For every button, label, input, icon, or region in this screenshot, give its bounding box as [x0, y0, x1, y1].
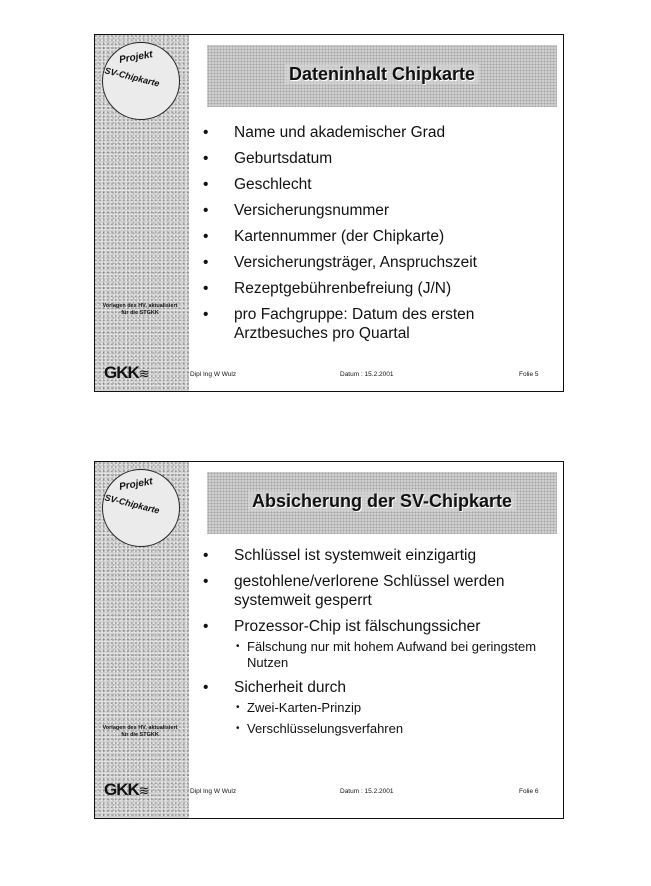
- logo-line-2: SV-Chipkarte: [103, 65, 161, 89]
- title-band: [207, 45, 557, 107]
- logo-line-1: Projekt: [118, 476, 154, 493]
- bullet-text: gestohlene/verlorene Schlüssel werden systemweit gesperrt: [234, 573, 505, 609]
- gkk-logo: [104, 363, 149, 383]
- sub-bullet-list: [234, 700, 553, 737]
- bullet-item: [203, 572, 553, 610]
- bullet-text: Prozessor-Chip ist fälschungssicher: [234, 618, 481, 635]
- gkk-logo-text: GKK: [104, 363, 139, 382]
- footer-author: Dipl Ing W Wulz: [190, 788, 237, 795]
- slide-title-text: Absicherung der SV-Chipkarte: [248, 491, 516, 511]
- footer-page: Folie 5: [519, 371, 539, 378]
- logo-line-2: SV-Chipkarte: [103, 492, 161, 516]
- bullet-item: • Versicherungsnummer: [203, 201, 553, 220]
- bullet-list: [203, 546, 553, 744]
- footer-page: Folie 6: [519, 788, 539, 795]
- bullet-item: • Geschlecht: [203, 175, 553, 194]
- bullet-item: • Name und akademischer Grad: [203, 123, 553, 142]
- footer-date: Datum : 15.2.2001: [340, 788, 394, 795]
- bullet-item: [203, 678, 553, 737]
- slide-dateninhalt: [94, 34, 564, 392]
- sub-bullet-list: [234, 639, 553, 671]
- bullet-item: • Versicherungsträger, Anspruchszeit: [203, 253, 553, 272]
- gkk-logo: [104, 780, 149, 800]
- slide-absicherung: [94, 461, 564, 819]
- slide-title-text: Dateninhalt Chipkarte: [285, 64, 479, 84]
- bullet-item: • pro Fachgruppe: Datum des ersten Arztbesuches pro Quartal: [203, 305, 553, 343]
- bullet-item: [203, 617, 553, 671]
- title-band: [207, 472, 557, 534]
- slide-sidebar: [95, 35, 189, 391]
- wave-icon: ≋: [138, 366, 149, 381]
- footer-date: Datum : 15.2.2001: [340, 371, 394, 378]
- slide-sidebar: [95, 462, 189, 818]
- sub-bullet-item: • Fälschung nur mit hohem Aufwand bei geringstem Nutzen: [234, 639, 553, 671]
- bullet-item: • Rezeptgebührenbefreiung (J/N): [203, 279, 553, 298]
- bullet-item: • Kartennummer (der Chipkarte): [203, 227, 553, 246]
- project-logo: [102, 42, 180, 120]
- sub-bullet-item: • Zwei-Karten-Prinzip: [234, 700, 553, 716]
- project-logo: [102, 469, 180, 547]
- footer-author: Dipl Ing W Wulz: [190, 371, 237, 378]
- logo-line-1: Projekt: [118, 49, 154, 66]
- bullet-text: Schlüssel ist systemweit einzigartig: [234, 547, 477, 564]
- wave-icon: ≋: [138, 783, 149, 798]
- bullet-list: [203, 123, 553, 350]
- gkk-logo-text: GKK: [104, 780, 139, 799]
- bullet-item: • Geburtsdatum: [203, 149, 553, 168]
- sidebar-note: Vorlagen des HV, aktualisiert für die STGKK: [102, 303, 178, 316]
- sub-bullet-item: • Verschlüsselungsverfahren: [234, 721, 553, 737]
- bullet-text: Sicherheit durch: [234, 679, 347, 696]
- bullet-item: [203, 546, 553, 565]
- slide-title: [207, 64, 557, 85]
- slide-title: [207, 491, 557, 512]
- sidebar-note: Vorlagen des HV, aktualisiert für die STGKK: [102, 725, 178, 738]
